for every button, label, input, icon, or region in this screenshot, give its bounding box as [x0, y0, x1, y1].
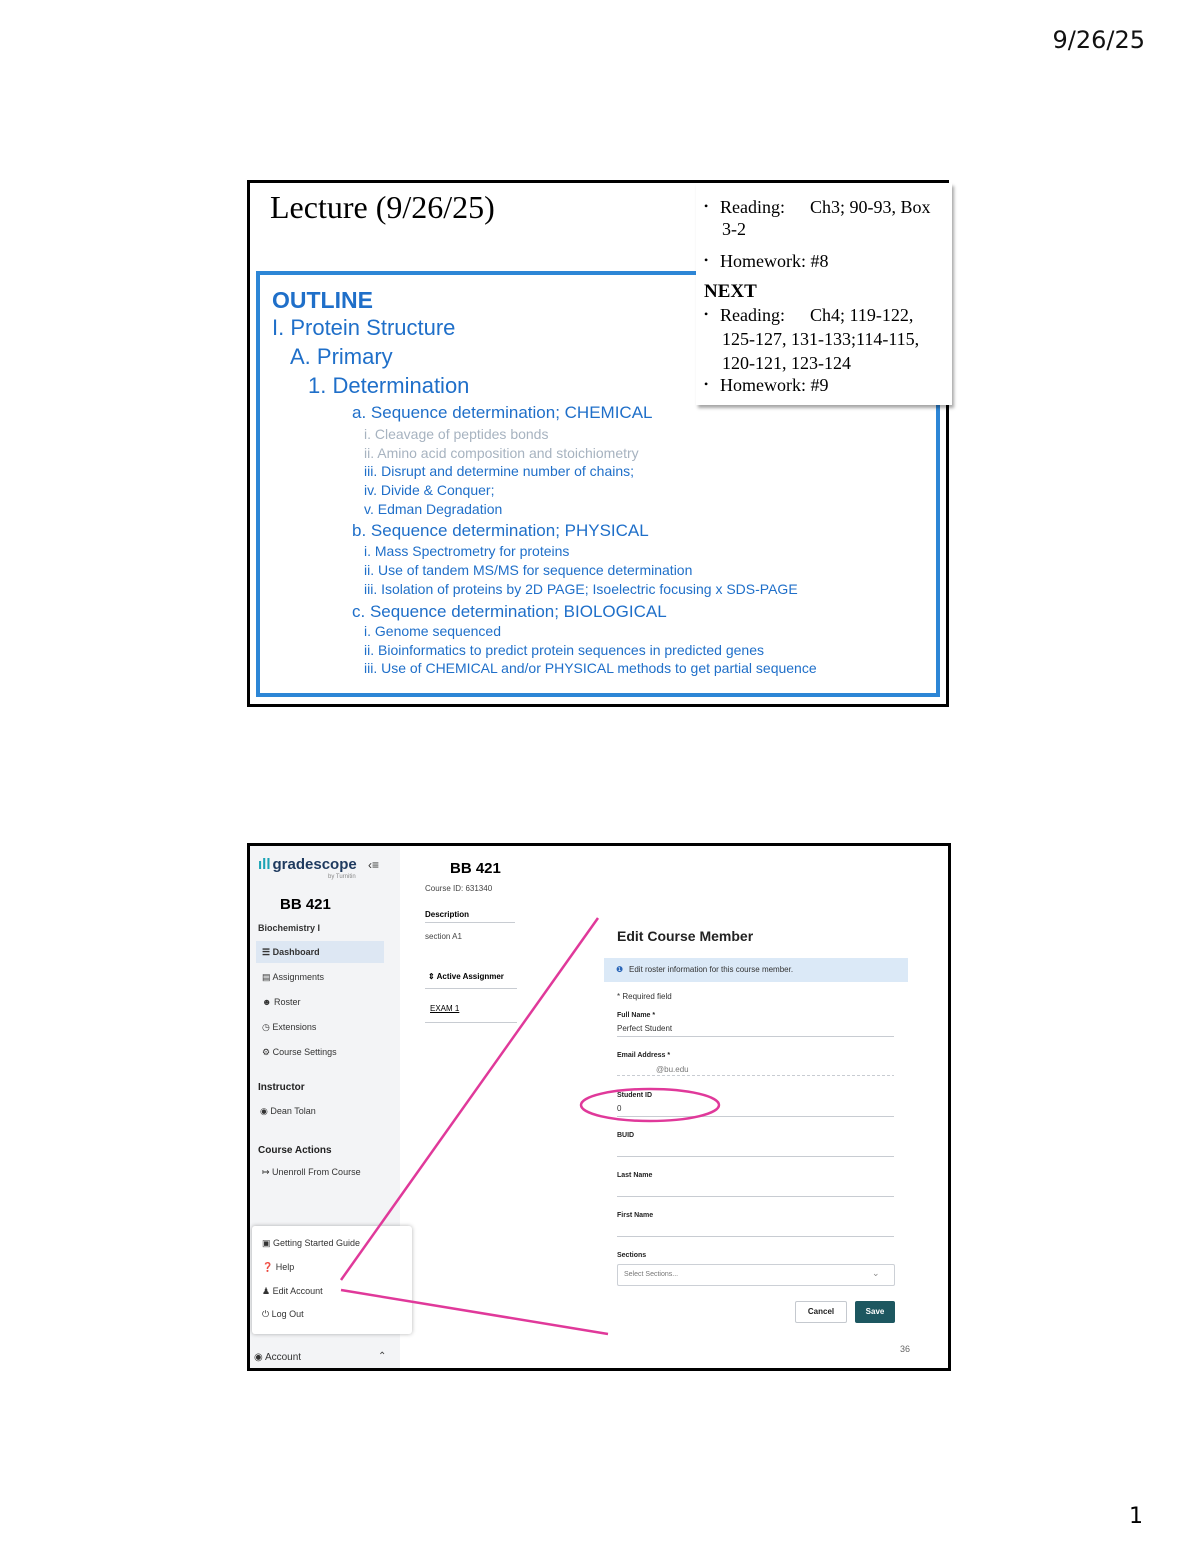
- outline-item-c-iii: iii. Use of CHEMICAL and/or PHYSICAL methods to get partial sequence: [364, 660, 817, 676]
- next-homework: Homework: #9: [720, 375, 829, 395]
- logo-bars-icon: ıll: [258, 856, 271, 873]
- annotation-overlay: [250, 846, 948, 1368]
- bullet: •: [704, 253, 709, 267]
- email-field[interactable]: @bu.edu: [656, 1065, 689, 1074]
- buid-label: BUID: [617, 1132, 635, 1139]
- person-icon: ♟: [262, 1286, 273, 1296]
- instructor-heading: Instructor: [258, 1082, 305, 1093]
- course-actions-heading: Course Actions: [258, 1145, 332, 1156]
- unenroll-button[interactable]: ↦ Unenroll From Course: [262, 1167, 361, 1177]
- next-reading-1: Ch4; 119-122,: [810, 305, 914, 325]
- info-icon: ❶: [616, 965, 624, 974]
- student-id-field[interactable]: 0: [617, 1104, 622, 1113]
- user-icon: ◉: [260, 1106, 271, 1116]
- power-icon: ⏻: [262, 1309, 272, 1319]
- outline-item-a-iii: iii. Disrupt and determine number of chains;: [364, 463, 635, 479]
- outline-level1: I. Protein Structure: [272, 315, 456, 340]
- reading-box: [696, 183, 952, 405]
- next-reading-label: Reading:: [720, 305, 785, 325]
- description-label: Description: [425, 910, 470, 919]
- save-button[interactable]: Save: [855, 1301, 895, 1323]
- sections-placeholder: Select Sections...: [624, 1271, 679, 1278]
- outline-heading: OUTLINE: [272, 287, 373, 313]
- sidebar-item-dashboard[interactable]: ☰ Dashboard: [262, 947, 320, 957]
- bullet: •: [704, 307, 709, 321]
- extensions-icon: ◷: [262, 1022, 273, 1032]
- exam-link[interactable]: EXAM 1: [430, 1004, 460, 1013]
- page-date: 9/26/25: [1052, 26, 1145, 54]
- reading-value-cont: 3-2: [722, 219, 746, 239]
- modal-title: Edit Course Member: [617, 928, 754, 944]
- outline-item-a-v: v. Edman Degradation: [364, 501, 503, 517]
- gear-icon: ⚙: [262, 1047, 273, 1057]
- callout-line-upper: [341, 918, 598, 1280]
- next-reading-3: 120-121, 123-124: [722, 353, 851, 373]
- gradescope-screenshot-slide: [247, 843, 951, 1371]
- last-name-label: Last Name: [617, 1172, 653, 1179]
- sidebar-item-roster[interactable]: ☻ Roster: [262, 997, 301, 1007]
- outline-item-b-i: i. Mass Spectrometry for proteins: [364, 543, 570, 559]
- active-assignments-header[interactable]: ⇕ Active Assignmer: [428, 972, 504, 981]
- next-label: NEXT: [704, 281, 757, 302]
- logo-subtitle: by Turnitin: [328, 874, 356, 880]
- dashboard-icon: ☰: [262, 947, 273, 957]
- homework: Homework: #8: [720, 251, 829, 271]
- outline-item-a-i: i. Cleavage of peptides bonds: [364, 426, 549, 442]
- outline-level2: A. Primary: [290, 344, 393, 369]
- chevron-up-icon[interactable]: ⌃: [378, 1351, 387, 1362]
- outline-item-a: a. Sequence determination; CHEMICAL: [352, 403, 653, 422]
- document-icon: ▣: [262, 1238, 274, 1248]
- sidebar-item-course-settings[interactable]: ⚙ Course Settings: [262, 1047, 337, 1057]
- menu-item-edit-account[interactable]: ♟ Edit Account: [262, 1286, 323, 1296]
- assignments-icon: ▤: [262, 972, 273, 982]
- lecture-slide: [247, 180, 949, 707]
- collapse-sidebar-icon[interactable]: ‹≡: [368, 858, 379, 872]
- reading-value: Ch3; 90-93, Box: [810, 197, 931, 217]
- outline-item-c: c. Sequence determination; BIOLOGICAL: [352, 602, 667, 621]
- course-id: Course ID: 631340: [425, 884, 493, 893]
- roster-icon: ☻: [262, 997, 274, 1007]
- email-label: Email Address *: [617, 1052, 671, 1059]
- first-name-label: First Name: [617, 1212, 654, 1219]
- menu-item-log-out[interactable]: ⏻ Log Out: [262, 1309, 304, 1319]
- required-note: * Required field: [617, 992, 672, 1001]
- chevron-down-icon: ⌄: [872, 1268, 880, 1278]
- main-course-code: BB 421: [450, 860, 501, 877]
- outline-item-b-iii: iii. Isolation of proteins by 2D PAGE; Isoelectric focusing x SDS-PAGE: [364, 581, 798, 597]
- full-name-field[interactable]: Perfect Student: [617, 1024, 673, 1033]
- help-icon: ❓: [262, 1262, 276, 1272]
- student-id-label: Student ID: [617, 1092, 652, 1099]
- sidebar-item-assignments[interactable]: ▤ Assignments: [262, 972, 325, 982]
- sidebar-course-code: BB 421: [280, 896, 331, 913]
- sidebar-item-extensions[interactable]: ◷ Extensions: [262, 1022, 317, 1032]
- outline-level3: 1. Determination: [308, 373, 470, 398]
- instructor-name[interactable]: ◉ Dean Tolan: [260, 1106, 316, 1116]
- gradescope-logo: ıll gradescope: [258, 856, 357, 873]
- slide-title: Lecture (9/26/25): [270, 189, 495, 225]
- menu-item-getting-started[interactable]: ▣ Getting Started Guide: [262, 1238, 361, 1248]
- menu-item-help[interactable]: ❓ Help: [262, 1262, 295, 1272]
- outline-item-a-iv: iv. Divide & Conquer;: [364, 482, 495, 498]
- callout-line-lower: [341, 1290, 608, 1334]
- next-reading-2: 125-127, 131-133;114-115,: [722, 329, 920, 349]
- description-value: section A1: [425, 932, 462, 941]
- outline-item-a-ii: ii. Amino acid composition and stoichiometry: [364, 445, 639, 461]
- slide-number: 36: [900, 1344, 911, 1354]
- outline-item-c-ii: ii. Bioinformatics to predict protein sequences in predicted genes: [364, 642, 764, 658]
- account-menu-toggle[interactable]: ◉ Account: [254, 1352, 302, 1363]
- sections-label: Sections: [617, 1252, 647, 1259]
- page-number: 1: [1129, 1504, 1143, 1529]
- bullet: •: [704, 377, 709, 391]
- outline-item-b-ii: ii. Use of tandem MS/MS for sequence determination: [364, 562, 693, 578]
- outline-item-b: b. Sequence determination; PHYSICAL: [352, 521, 649, 540]
- info-text: Edit roster information for this course member.: [629, 965, 794, 974]
- outline-item-c-i: i. Genome sequenced: [364, 623, 501, 639]
- cancel-button[interactable]: Cancel: [795, 1301, 847, 1323]
- unenroll-icon: ↦: [262, 1167, 273, 1177]
- bullet: •: [704, 199, 709, 213]
- full-name-label: Full Name *: [617, 1012, 656, 1019]
- reading-label: Reading:: [720, 197, 785, 217]
- highlight-ellipse: [581, 1089, 719, 1121]
- sidebar-course-name: Biochemistry I: [258, 923, 321, 933]
- avatar-icon: ◉: [254, 1352, 265, 1363]
